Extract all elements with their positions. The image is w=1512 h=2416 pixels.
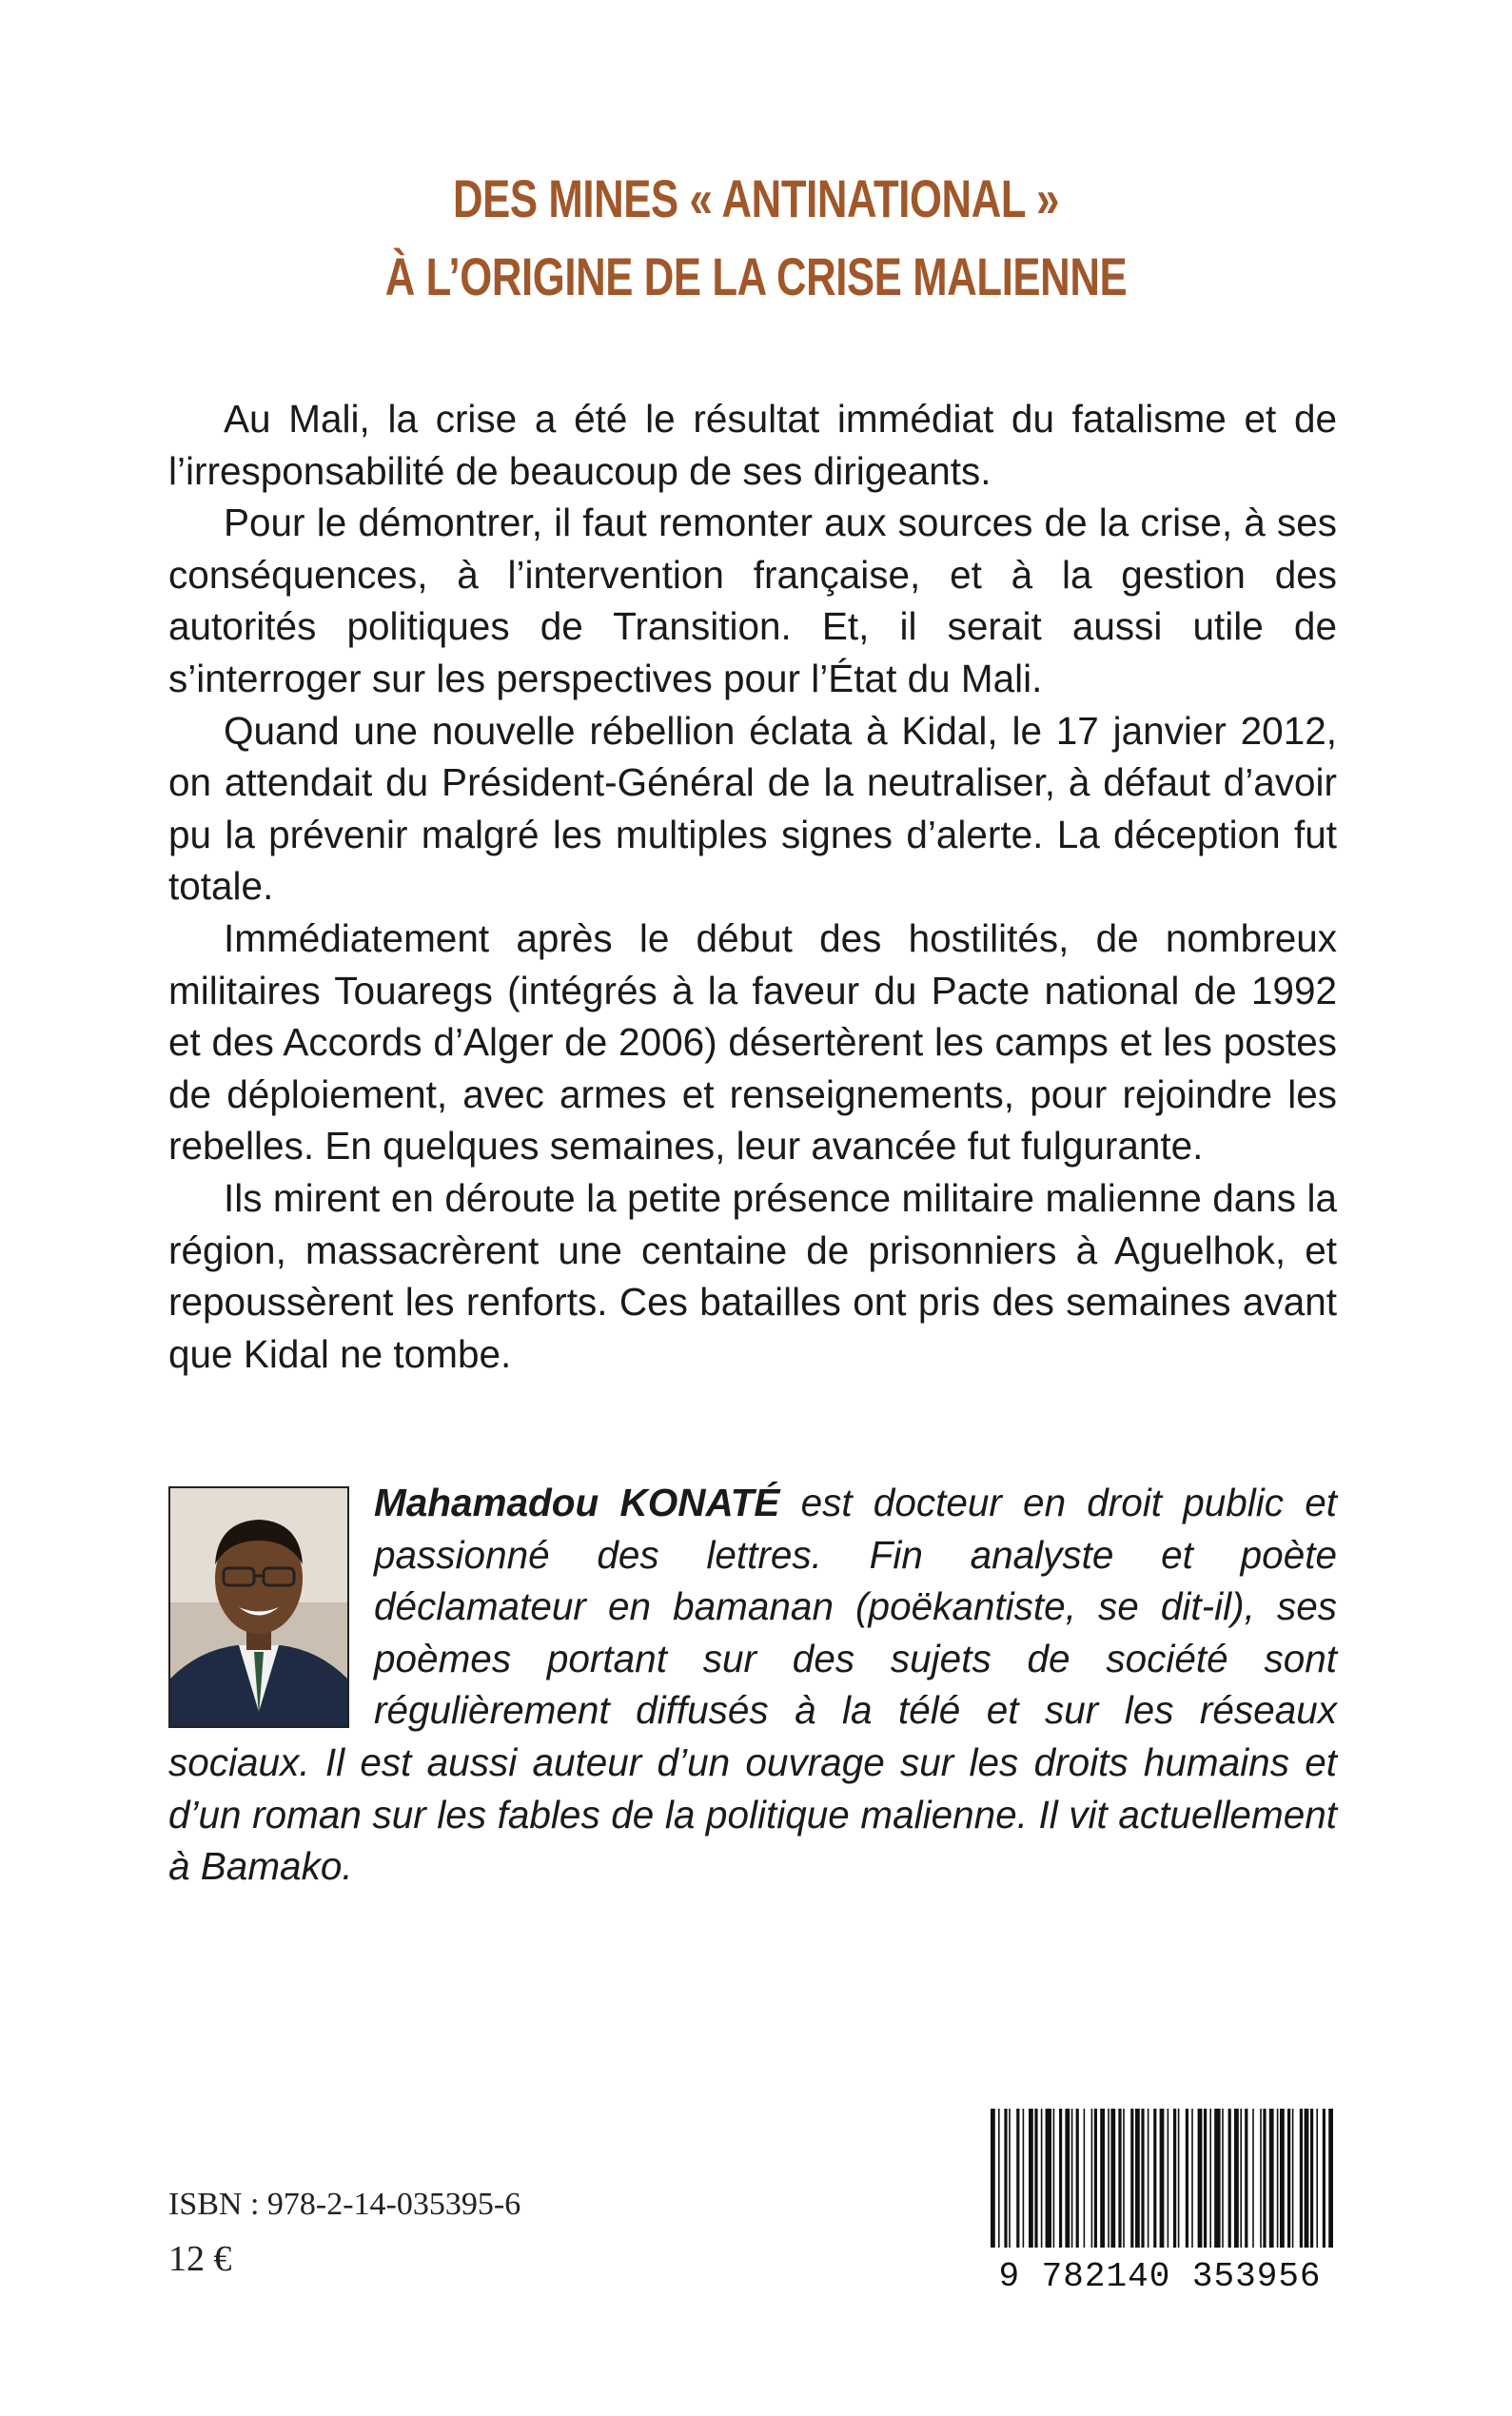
barcode-bar — [1234, 2109, 1239, 2251]
barcode-bar — [1009, 2109, 1011, 2251]
author-bio — [168, 1477, 1337, 1893]
barcode-bar — [991, 2109, 995, 2251]
barcode-bar — [1108, 2109, 1109, 2251]
author-description: est docteur en droit public et passionné des lettres. Fin analyste et poète déclamateur en bamanan (poëkantiste, se dit-il), ses poèmes portant sur des sujets de société sont régulièrement diffusés à la télé et sur les réseaux sociaux. Il est aussi auteur d’un ouvrage sur les droits humains et d’un roman sur les fables de la politique malienne. Il vit actuellement à Bamako. — [168, 1481, 1337, 1889]
barcode-bar — [1186, 2109, 1188, 2251]
barcode-bar — [1305, 2109, 1309, 2251]
barcode-bar — [1300, 2109, 1303, 2251]
barcode-bar — [1059, 2109, 1062, 2251]
barcode-bars — [991, 2109, 1333, 2251]
title-line-1: DES MINES « ANTINATIONAL » — [452, 168, 1060, 228]
blurb-paragraph: Immédiatement après le début des hostilités, de nombreux militaires Touaregs (intégrés à la faveur du Pacte national de 1992 et des Accords d’Alger de 2006) désertèrent les camps et les postes de déploiement, avec armes et renseignements, pour rejoindre les rebelles. En quelques semaines, leur avancée fut fulgurante. — [168, 915, 1337, 1169]
barcode-bar — [1277, 2109, 1279, 2251]
blurb-paragraph: Ils mirent en déroute la petite présence militaire malienne dans la région, massacrèrent une centaine de prisonniers à Aguelhok, et repoussèrent les renforts. Ces batailles ont pris des semaines avant que Kidal ne tombe. — [168, 1175, 1337, 1376]
barcode-bar — [1065, 2109, 1070, 2251]
barcode-bar — [1173, 2109, 1176, 2251]
blurb-paragraph: Quand une nouvelle rébellion éclata à Kidal, le 17 janvier 2012, on attendait du Président-Général de la neutraliser, à défaut d’avoir pu la prévenir malgré les multiples signes d’alerte. La déception fut totale. — [168, 708, 1337, 909]
barcode-bar — [1178, 2109, 1180, 2251]
barcode-bar — [1287, 2109, 1290, 2251]
barcode-bar — [1004, 2109, 1007, 2251]
blurb-paragraph: Pour le démontrer, il faut remonter aux sources de la crise, à ses conséquences, à l’intervention française, et à la gestion des autorités politiques de Transition. Et, il serait aussi utile de s’interroger sur les perspectives pour l’État du Mali. — [168, 501, 1337, 700]
barcode-bar — [1191, 2109, 1193, 2251]
barcode-bar — [1110, 2109, 1115, 2251]
barcode-bar — [1316, 2109, 1318, 2251]
barcode-bar — [1034, 2109, 1037, 2251]
barcode-bar — [1046, 2109, 1051, 2251]
barcode-bar — [1263, 2109, 1266, 2251]
author-name: Mahamadou KONATÉ — [374, 1481, 780, 1524]
author-photo — [168, 1486, 349, 1728]
barcode-bar — [1222, 2109, 1224, 2251]
barcode-bar — [1029, 2109, 1033, 2251]
title-line-2: À L’ORIGINE DE LA CRISE MALIENNE — [384, 246, 1128, 306]
barcode-bar — [1198, 2109, 1203, 2251]
barcode-bar — [1148, 2109, 1149, 2251]
barcode-bar — [1240, 2109, 1242, 2251]
barcode-bar — [1209, 2109, 1211, 2251]
author-portrait-image — [170, 1488, 347, 1726]
blurb-paragraph: Au Mali, la crise a été le résultat immédiat du fatalisme et de l’irresponsabilité de beaucoup de ses dirigeants. — [168, 397, 1337, 493]
barcode-bar — [1228, 2109, 1231, 2251]
barcode-bar — [1023, 2109, 1025, 2251]
barcode-bar — [1168, 2109, 1169, 2251]
barcode-bar — [1118, 2109, 1121, 2251]
barcode-bar — [1269, 2109, 1274, 2251]
barcode-bar — [1123, 2109, 1125, 2251]
barcode — [983, 2105, 1337, 2295]
barcode-bar — [1280, 2109, 1285, 2251]
barcode-bar — [1245, 2109, 1247, 2251]
barcode-number: 9 782140 353956 — [998, 2257, 1322, 2295]
barcode-bar — [1091, 2109, 1093, 2251]
isbn: ISBN : 978-2-14-035395-6 — [168, 2187, 521, 2222]
barcode-bar — [1141, 2109, 1144, 2251]
barcode-bar — [1160, 2109, 1165, 2251]
barcode-bar — [1016, 2109, 1019, 2251]
barcode-bar — [1053, 2109, 1055, 2251]
barcode-bar — [1084, 2109, 1086, 2251]
barcode-bar — [1094, 2109, 1097, 2251]
blurb — [168, 393, 1337, 1380]
barcode-bar — [1323, 2109, 1325, 2251]
barcode-bar — [1310, 2109, 1313, 2251]
barcode-bar — [1153, 2109, 1156, 2251]
barcode-bar — [998, 2109, 1000, 2251]
barcode-bar — [1100, 2109, 1105, 2251]
barcode-bar — [1071, 2109, 1073, 2251]
barcode-bar — [1214, 2109, 1220, 2251]
barcode-bar — [1328, 2109, 1333, 2251]
barcode-bar — [1252, 2109, 1254, 2251]
book-title — [167, 160, 1345, 316]
barcode-bar — [1076, 2109, 1079, 2251]
barcode-bar — [1260, 2109, 1262, 2251]
price: 12 € — [168, 2239, 232, 2279]
barcode-bar — [1204, 2109, 1207, 2251]
barcode-bar — [1292, 2109, 1294, 2251]
barcode-bar — [1135, 2109, 1140, 2251]
barcode-bar — [1130, 2109, 1133, 2251]
barcode-bar — [1041, 2109, 1043, 2251]
